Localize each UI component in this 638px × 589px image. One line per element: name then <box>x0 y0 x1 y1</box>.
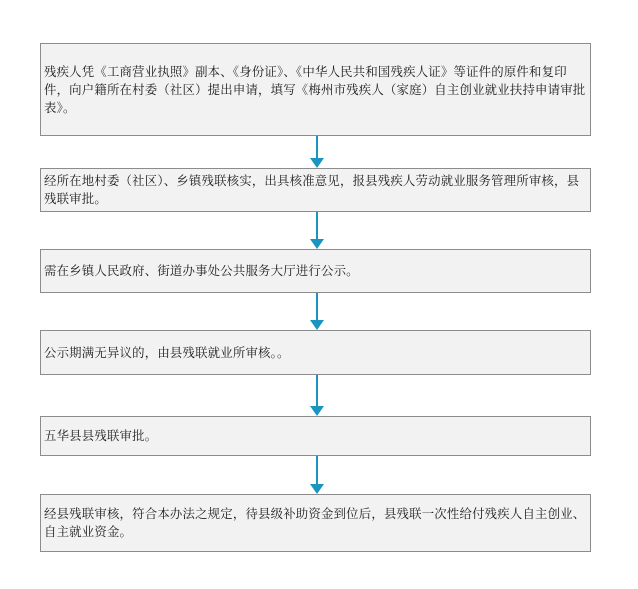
down-arrow-icon <box>308 136 326 168</box>
step-box-apply <box>40 43 591 136</box>
step-text-disburse: 经县残联审核，符合本办法之规定，待县级补助资金到位后，县残联一次性给付残疾人自主创业、自主就业资金。 <box>44 506 586 539</box>
down-arrow-connector <box>308 212 326 249</box>
step-text-verify: 经所在地村委（社区）、乡镇残联核实，出具核准意见，报县残疾人劳动就业服务管理所审核，县残联审批。 <box>44 173 580 206</box>
step-box-verify <box>40 168 591 212</box>
down-arrow-connector <box>308 293 326 330</box>
down-arrow-icon <box>308 375 326 416</box>
step-box-approve <box>40 416 591 456</box>
down-arrow-icon <box>308 293 326 330</box>
down-arrow-icon <box>308 456 326 494</box>
step-box-publicity <box>40 249 591 293</box>
step-box-review <box>40 330 591 375</box>
step-text-apply: 残疾人凭《工商营业执照》副本、《身份证》、《中华人民共和国残疾人证》等证件的原件和复印件，向户籍所在村委（社区）提出申请，填写《梅州市残疾人（家庭）自主创业就业扶持申请审批表》。 <box>44 63 586 115</box>
step-text-review: 公示期满无异议的，由县残联就业所审核。。 <box>44 344 290 360</box>
step-text-approve: 五华县县残联审批。 <box>44 428 158 443</box>
down-arrow-icon <box>308 212 326 249</box>
step-box-disburse <box>40 494 591 552</box>
down-arrow-connector <box>308 375 326 416</box>
step-text-publicity: 需在乡镇人民政府、街道办事处公共服务大厅进行公示。 <box>44 263 359 278</box>
down-arrow-connector <box>308 456 326 494</box>
down-arrow-connector <box>308 136 326 168</box>
